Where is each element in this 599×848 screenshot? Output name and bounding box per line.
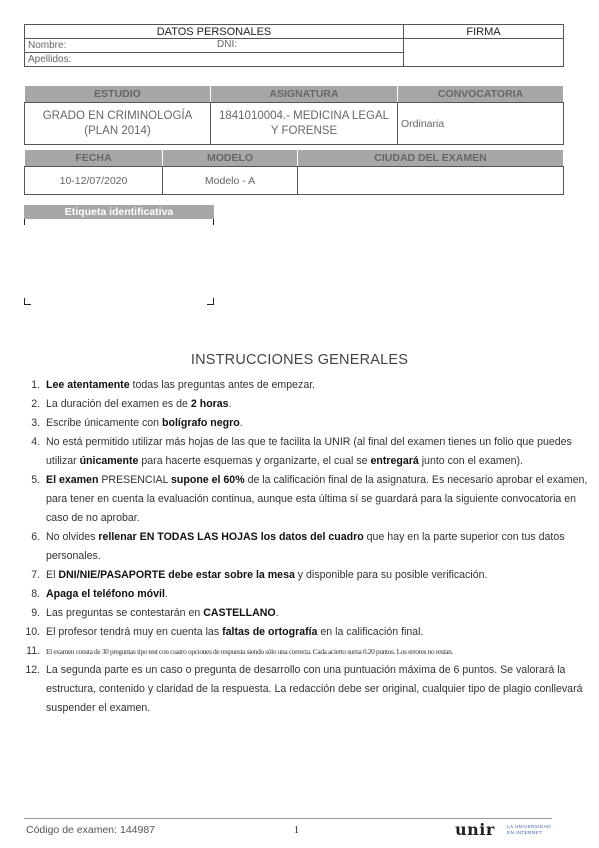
instructions-title: INSTRUCCIONES GENERALES: [190, 352, 409, 368]
dni-label: DNI:: [217, 39, 237, 50]
fecha-value: 10-12/07/2020: [25, 167, 163, 195]
list-item: 11. El examen consta de 30 preguntas tipo test con cuatro opciones de respuesta siendo sólo una correcta. Cada acierto suma 0.20 puntos. Los errores no restan.: [43, 642, 589, 661]
page-number: 1: [294, 825, 299, 836]
list-item: 1. Lee atentamente todas las preguntas antes de empezar.: [43, 376, 589, 395]
corner-top-left: [24, 219, 31, 225]
ciudad-header: CIUDAD DEL EXAMEN: [298, 150, 564, 167]
personal-data-table: [24, 24, 564, 67]
firma-header: FIRMA: [404, 25, 564, 39]
nombre-label: Nombre:: [28, 39, 67, 51]
corner-bottom-left: [24, 298, 31, 305]
corner-bottom-right: [207, 298, 214, 305]
estudio-header: ESTUDIO: [25, 86, 211, 103]
list-item: 12. La segunda parte es un caso o pregunta de desarrollo con una puntuación máxima de 6 puntos. Se valorará la estructura, contenido y claridad de la respuesta. La redacción debe ser original, cualquier tipo de plagio conllevará suspender el examen.: [43, 661, 589, 718]
nombre-dni-cell[interactable]: [25, 39, 404, 53]
instructions-list: [24, 376, 589, 718]
estudio-line1: GRADO EN CRIMINOLOGÍA: [42, 109, 193, 122]
asignatura-line2: Y FORENSE: [270, 124, 338, 137]
etiqueta-header: Etiqueta identificativa: [24, 205, 214, 219]
list-item: 5. El examen PRESENCIAL supone el 60% de la calificación final de la asignatura. Es necesario aprobar el examen, para tener en cuenta la evaluación continua, aunque esta última sí se guardará para la siguiente convocatoria en caso de no aprobar.: [43, 471, 589, 528]
apellidos-label: Apellidos:: [28, 53, 72, 65]
list-item: 9. Las preguntas se contestarán en CASTELLANO.: [43, 604, 589, 623]
firma-field[interactable]: [404, 39, 564, 67]
exam-details-table: [24, 149, 564, 195]
estudio-value: [25, 103, 211, 145]
list-item: 10. El profesor tendrá muy en cuenta las faltas de ortografía en la calificación final.: [43, 623, 589, 642]
etiqueta-area: [24, 219, 214, 305]
modelo-header: MODELO: [163, 150, 298, 167]
apellidos-cell[interactable]: [25, 53, 404, 67]
ciudad-field[interactable]: [298, 167, 564, 195]
footer-divider: [24, 818, 552, 819]
unir-logo: unir: [455, 820, 495, 839]
list-item: 7. El DNI/NIE/PASAPORTE debe estar sobre la mesa y disponible para su posible verificación.: [43, 566, 589, 585]
unir-logo-subtitle: LA UNIVERSIDAD EN INTERNET: [507, 825, 551, 836]
list-item: 3. Escribe únicamente con bolígrafo negro.: [43, 414, 589, 433]
fecha-header: FECHA: [25, 150, 163, 167]
estudio-line2: (PLAN 2014): [84, 124, 151, 137]
list-item: 8. Apaga el teléfono móvil.: [43, 585, 589, 604]
exam-code: Código de examen: 144987: [26, 824, 156, 836]
corner-top-right: [207, 219, 214, 225]
list-item: 4. No está permitido utilizar más hojas de las que te facilita la UNIR (al final del examen tienes un folio que puedes utilizar únicamente para hacerte esquemas y organizarte, el cual se entregará junto con el examen).: [43, 433, 589, 471]
list-item: 6. No olvides rellenar EN TODAS LAS HOJAS los datos del cuadro que hay en la parte superior con tus datos personales.: [43, 528, 589, 566]
datos-personales-header: DATOS PERSONALES: [25, 25, 404, 39]
asignatura-line1: 1841010004.- MEDICINA LEGAL: [218, 109, 390, 122]
list-item: 2. La duración del examen es de 2 horas.: [43, 395, 589, 414]
convocatoria-header: CONVOCATORIA: [398, 86, 564, 103]
modelo-value: Modelo - A: [163, 167, 298, 195]
convocatoria-value: Ordinaria: [398, 103, 564, 145]
asignatura-header: ASIGNATURA: [211, 86, 398, 103]
asignatura-value: [211, 103, 398, 145]
study-table: [24, 85, 564, 145]
